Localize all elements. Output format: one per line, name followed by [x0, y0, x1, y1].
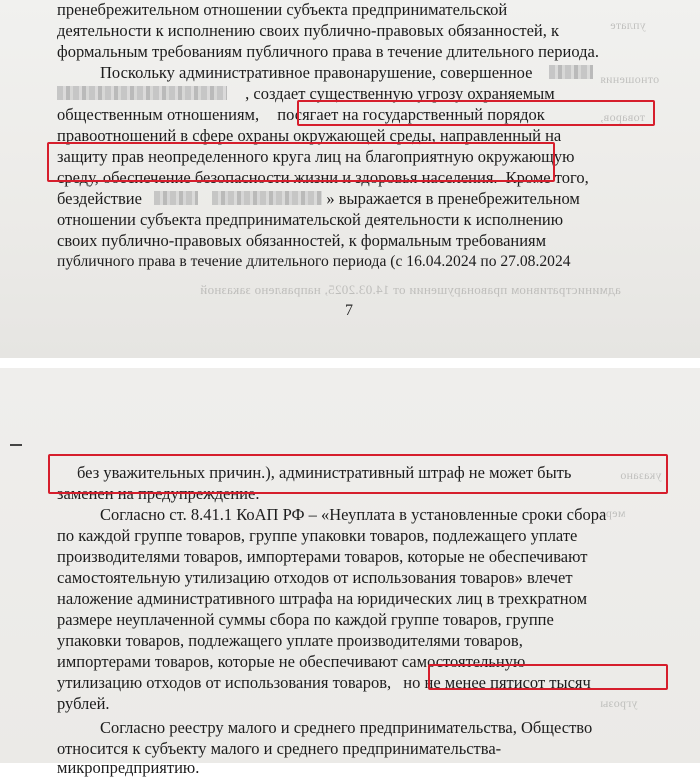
bleed-through-text: административном правонарушении от 14.03.2025, направлено заказной — [200, 282, 621, 297]
scan-mark — [10, 444, 22, 446]
text-line: утилизацию отходов от использования товаров, но не менее пятисот тысяч — [57, 673, 591, 692]
bleed-through-text: уплате — [610, 18, 646, 32]
bleed-through-text: указано — [620, 468, 662, 482]
text-line: бездействие » выражается в пренебрежительном — [57, 189, 580, 208]
text-line: микропредприятию. — [57, 758, 200, 777]
bleed-through-text: мерa — [600, 506, 626, 520]
highlight-box — [428, 664, 668, 690]
text-line: производителями товаров, импортерами товаров, которые не обеспечивают — [57, 547, 588, 566]
text-line: наложение административного штрафа на юридических лиц в трехкратном — [57, 589, 588, 608]
bleed-through-text: отношения — [600, 72, 660, 86]
bleed-through-text: товаров, — [600, 110, 645, 124]
text-line: отношении субъекта предпринимательской деятельности к исполнению — [57, 210, 564, 229]
text-line: заменен на предупреждение. — [57, 484, 260, 503]
redacted-block — [154, 191, 198, 205]
document-page-top — [0, 0, 700, 358]
redacted-block — [57, 86, 227, 100]
page-gap — [0, 358, 700, 368]
text-line: , создает существенную угрозу охраняемым — [57, 84, 555, 104]
page-number: 7 — [345, 302, 353, 319]
text-line: импортерами товаров, которые не обеспечивают самостоятельную — [57, 652, 526, 671]
redacted-block — [549, 65, 593, 79]
text-line: среду, обеспечение безопасности жизни и здоровья населения. Кроме того, — [57, 168, 589, 187]
text-line: по каждой группе товаров, группе упаковки товаров, подлежащего уплате — [57, 526, 578, 545]
text-line: без уважительных причин.), административный штраф не может быть — [77, 463, 572, 482]
highlight-box — [47, 142, 555, 182]
bleed-through-text: угрозы — [600, 696, 638, 710]
text-line: защиту прав неопределенного круга лиц на благоприятную окружающую — [57, 147, 575, 166]
text-line: деятельности к исполнению своих публично-правовых обязанностей, к — [57, 21, 560, 40]
highlight-box — [48, 454, 668, 494]
redacted-block — [212, 191, 322, 205]
text-line: своих публично-правовых обязанностей, к формальным требованиям — [57, 231, 547, 250]
text-line: Согласно реестру малого и среднего предпринимательства, Общество — [100, 718, 593, 737]
text-line: рублей. — [57, 694, 110, 713]
text-line: публичного права в течение длительного периода (с 16.04.2024 по 27.08.2024 — [57, 253, 571, 270]
text-line: размере неуплаченной суммы сбора по каждой группе товаров, группе — [57, 610, 554, 629]
highlight-box — [297, 100, 655, 126]
text-line: Поскольку административное правонарушение, совершенное — [100, 63, 593, 83]
text-line: формальным требованиям публичного права в течение длительного периода. — [57, 42, 599, 61]
document-page-bottom — [0, 368, 700, 777]
text-line: самостоятельную утилизацию отходов от использования товаров» влечет — [57, 568, 573, 587]
text-line: пренебрежительном отношении субъекта предпринимательской — [57, 0, 508, 19]
text-line: упаковки товаров, подлежащего уплате производителями товаров, — [57, 631, 523, 650]
text-line: Согласно ст. 8.41.1 КоАП РФ – «Неуплата в установленные сроки сбора — [100, 505, 607, 524]
text-line: общественным отношениям, посягает на государственный порядок — [57, 105, 545, 124]
text-line: относится к субъекту малого и среднего предпринимательства- — [57, 739, 502, 758]
text-line: правоотношений в сфере охраны окружающей среды, направленный на — [57, 126, 562, 145]
